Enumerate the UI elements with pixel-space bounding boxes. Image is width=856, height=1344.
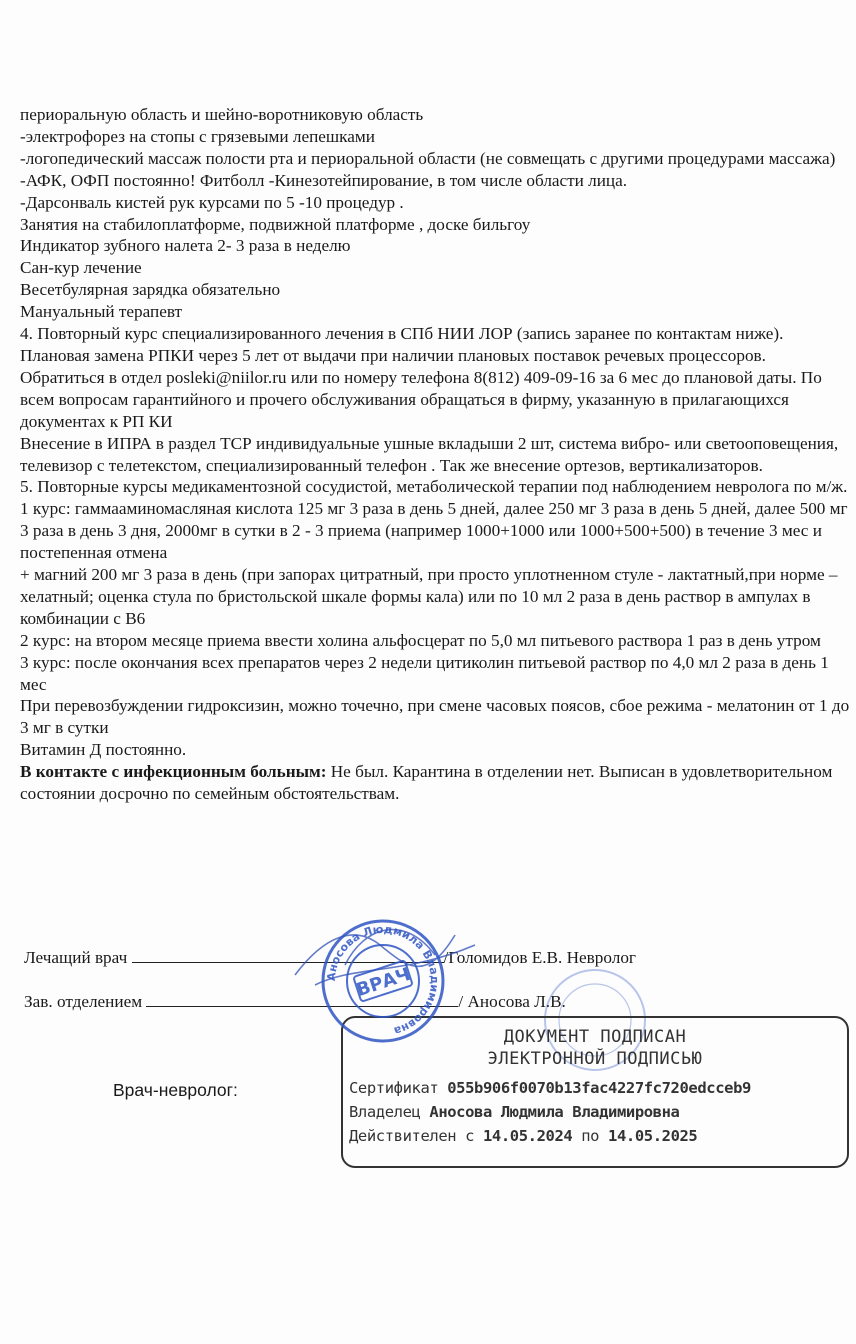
ipra-paragraph: Внесение в ИПРА в раздел ТСР индивидуальные ушные вкладыши 2 шт, система вибро- или светооповещения, телевизор с телетекстом, специализированный телефон . Так же внесение ортезов, вертикализаторов. (20, 433, 839, 475)
valid-to-label: по (572, 1127, 609, 1145)
text-line: периоральную область и шейно-воротниковую область (20, 105, 424, 124)
valid-from: 14.05.2024 (482, 1127, 573, 1145)
text-line: Занятия на стабилоплатформе, подвижной платформе , доске бильгоу (20, 214, 531, 234)
cert-label: Сертификат (349, 1079, 448, 1097)
attending-label: Лечащий врач (24, 948, 128, 967)
owner-value: Аносова Людмила Владимировна (429, 1103, 680, 1121)
text-line: -электрофорез на стопы с грязевыми лепешками (20, 126, 375, 146)
esig-certificate (343, 1076, 847, 1100)
text-line: Сан-кур лечение (20, 258, 142, 278)
section-4-paragraph: 4. Повторный курс специализированного лечения в СПб НИИ ЛОР (запись заранее по контактам ниже). Плановая замена РПКИ через 5 лет от выдачи при наличии плановых поставок речевых процессоров. Обратиться в отдел posleki@niilor.ru или по номеру телефона 8(812) 409-09-16 за 6 мес до плановой даты. По всем вопросам гарантийного и прочего обслуживания обращаться в фирму, указанную в прилагающихся документах к РП КИ (20, 324, 822, 431)
contact-paragraph (20, 761, 850, 805)
neurologist-label: Врач-невролог: (113, 1080, 238, 1100)
stamp-center-text: ВРАЧ (353, 963, 414, 1001)
stamp-ring-text: Аносова Людмила Владимировна (324, 922, 442, 1038)
doctor-stamp-icon (318, 916, 448, 1046)
melatonin-paragraph: При перевозбуждении гидроксизин, можно точечно, при смене часовых поясов, сбое режима - мелатонин от 1 до 3 мг в сутки (20, 696, 850, 738)
head-label: Зав. отделением (24, 992, 143, 1011)
course-2-paragraph: 2 курс: на втором месяце приема ввести холина альфосцерат по 5,0 мл питьевого раствора 1 раз в день утром (20, 630, 821, 650)
contact-text: Не был. Карантина в отделении нет. Выписан в удовлетворительном состоянии досрочно по семейным обстоятельствам. (20, 762, 833, 804)
attending-name: /Голомидов Е.В. Невролог (443, 948, 636, 967)
magnesium-paragraph: + магний 200 мг 3 раза в день (при запорах цитратный, при просто уплотненном стуле - лактатный,при норме – хелатный; оценка стула по бристольской шкале формы кала) или по 10 мл 2 раза в день раствор в ампулах в комбинации с В6 (20, 565, 838, 628)
course-3-paragraph: 3 курс: после окончания всех препаратов через 2 недели цитиколин питьевой раствор по 4,0 мл 2 раза в день 1 мес (20, 652, 829, 694)
section-5-paragraph: 5. Повторные курсы медикаментозной сосудистой, метаболической терапии под наблюдением невролога по м/ж. (20, 477, 848, 497)
text-line: Мануальный терапевт (20, 302, 183, 322)
esig-title-1: ДОКУМЕНТ ПОДПИСАН (503, 1027, 687, 1047)
text-line: Индикатор зубного налета 2- 3 раза в неделю (20, 236, 351, 256)
course-1-paragraph: 1 курс: гаммааминомасляная кислота 125 мг 3 раза в день 5 дней, далее 250 мг 3 раза в день 5 дней, далее 500 мг 3 раза в день 3 дня, 2000мг в сутки в 2 - 3 приема (например 1000+1000 или 1000+500+500) в течение 3 мес и постепенная отмена (20, 499, 848, 563)
esig-title-2: ЭЛЕКТРОННОЙ ПОДПИСЬЮ (487, 1049, 703, 1069)
valid-to: 14.05.2025 (608, 1127, 698, 1145)
document-body (20, 104, 850, 805)
text-line: -логопедический массаж полости рта и периоральной области (не совмещать с другими процедурами массажа) (20, 148, 836, 168)
owner-label: Владелец (349, 1103, 430, 1121)
esig-validity (343, 1124, 847, 1148)
head-name: / Аносова Л.В. (458, 992, 566, 1011)
vitamin-d-line: Витамин Д постоянно. (20, 740, 187, 760)
valid-from-label: Действителен с (349, 1127, 483, 1145)
text-line: -Дарсонваль кистей рук курсами по 5 -10 процедур . (20, 192, 404, 212)
contact-label: В контакте с инфекционным больным: (20, 762, 327, 782)
text-line: -АФК, ОФП постоянно! Фитболл -Кинезотейпирование, в том числе области лица. (20, 170, 628, 190)
text-line: Весeтбулярная зарядка обязательно (20, 280, 281, 300)
esig-owner (343, 1100, 847, 1124)
cert-value: 055b906f0070b13fac4227fc720edcceb9 (447, 1079, 751, 1097)
